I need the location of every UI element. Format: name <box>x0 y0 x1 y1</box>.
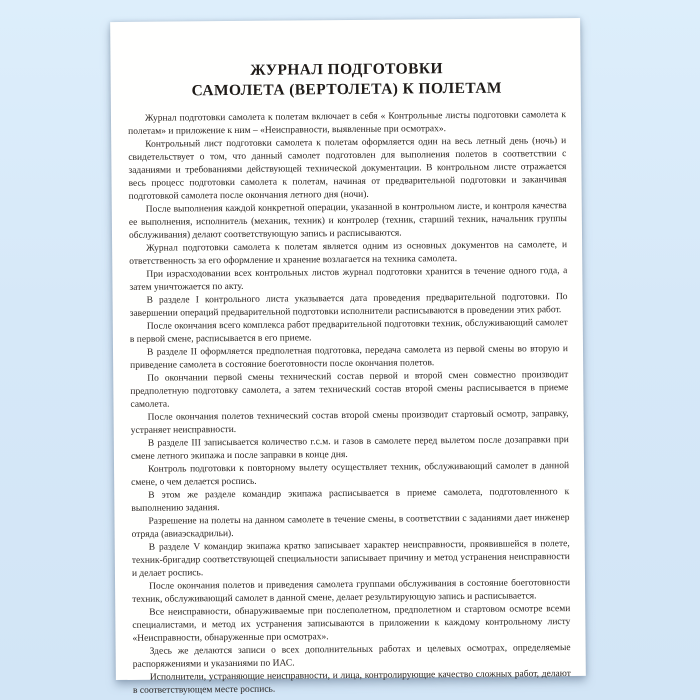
document-paragraph: После окончания всего комплекса работ предварительной подготовки техник, обслуживающий самолет в первой смене, расписывается в его приеме. <box>129 318 568 345</box>
document-body <box>128 109 571 698</box>
document-paragraph: После окончания полетов и приведения самолета группами обслуживания в состояние боеготовности техник, обслуживающий самолет в данной смене, делает результирующую запись и расписывается. <box>132 578 571 605</box>
document-paragraph: Журнал подготовки самолета к полетам является одним из основных документов на самолете, и ответственность за его оформление и хранение возлагается на техника самолета. <box>129 240 568 267</box>
document-paragraph: В этом же разделе командир экипажа расписывается в приеме самолета, подготовленного к выполнению задания. <box>131 487 570 514</box>
document-paragraph: Все неисправности, обнаруживаемые при послеполетном, предполетном и стартовом осмотре всеми специалистами, и метод их устранения записываются в приложении к каждому контрольному листу «Неисправности, обнаруженные при осмотрах». <box>132 604 571 644</box>
document-paragraph: Журнал подготовки самолета к полетам включает в себя « Контрольные листы подготовки самолета к полетам» и приложение к ним – «Неисправности, выявленные при осмотрах». <box>128 110 567 137</box>
document-page <box>110 18 586 696</box>
document-paragraph: В разделе I контрольного листа указывается дата проведения предварительной подготовки. По завершении операций предварительной подготовки исполнители расписываются в проведении этих работ. <box>129 292 568 319</box>
document-paragraph: Исполнители, устраняющие неисправности, и лица, контролирующие качество сложных работ, делают в соответствующем месте роспись. <box>132 669 571 696</box>
document-paragraph: По окончании первой смены технический состав первой и второй смен совместно производит предполетную подготовку самолета, а затем технический состав второй смены расписывается в приеме самолета. <box>130 370 569 410</box>
document-paragraph: В разделе III записывается количество г.с.м. и газов в самолете перед вылетом после дозаправки при смене летного экипажа и после заправки в конце дня. <box>130 435 569 462</box>
document-paragraph: Здесь же делаются записи о всех дополнительных работах и целевых осмотрах, определяемые распоряжениями и указаниями по ИАС. <box>132 643 571 670</box>
document-paragraph: Контрольный лист подготовки самолета к полетам оформляется один на весь летный день (ночь) и свидетельствует о том, что данный самолет подготовлен для выполнения полетов в соответствии с заданиями и требованиями действующей технической документации. В контрольном листе отражается весь процесс подготовки самолета к полетам, начиная от предварительной подготовки и заканчивая подготовкой самолета после окончания летного дня (ночи). <box>128 136 567 202</box>
document-paragraph: В разделе V командир экипажа кратко записывает характер неисправности, проявившейся в полете, техник-бригадир соответствующей специальности записывает причину и метод устранения неисправности и делает роспись. <box>131 539 570 579</box>
document-paragraph: После выполнения каждой конкретной операции, указанной в контрольном листе, и контроля качества ее выполнения, исполнитель (механик, техник) и контролер (техник, старший техник, начальник группы обслуживания) делают соответствующую запись и расписываются. <box>128 201 567 241</box>
document-title <box>127 58 565 102</box>
document-paragraph: Разрешение на полеты на данном самолете в течение смены, в соответствии с заданиями дает инженер отряда (авиаэскадрильи). <box>131 513 570 540</box>
document-paragraph: При израсходовании всех контрольных листов журнал подготовки хранится в течение одного года, а затем уничтожается по акту. <box>129 266 568 293</box>
document-paragraph: После окончания полетов технический состав второй смены производит стартовый осмотр, заправку, устраняет неисправности. <box>130 409 569 436</box>
document-title-line-2: САМОЛЕТА (ВЕРТОЛЕТА) К ПОЛЕТАМ <box>191 79 502 100</box>
document-title-line-1: ЖУРНАЛ ПОДГОТОВКИ <box>250 60 444 79</box>
document-paragraph: Контроль подготовки к повторному вылету осуществляет техник, обслуживающий самолет в данной смене, о чем делается роспись. <box>131 461 570 488</box>
document-paragraph: В разделе II оформляется предполетная подготовка, передача самолета из первой смены во вторую и приведение самолета в состояние боеготовности после окончания полетов. <box>130 344 569 371</box>
